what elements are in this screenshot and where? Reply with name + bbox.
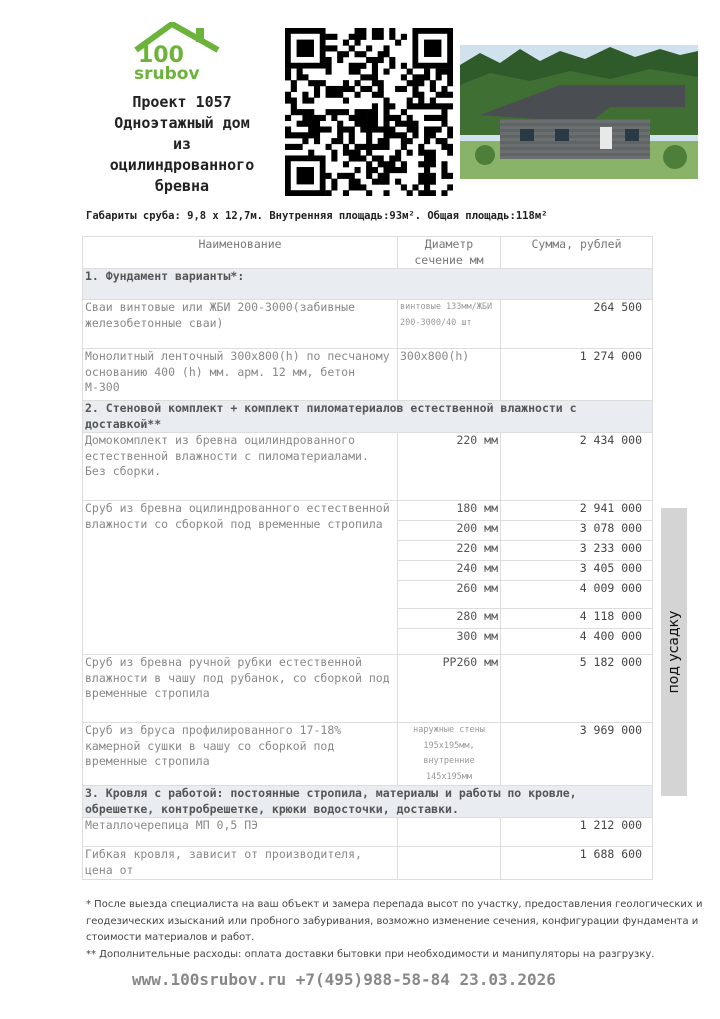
row-diameter: 240 мм [398, 561, 501, 581]
title-line: бревна [154, 177, 210, 195]
title-line: оцилиндрованного [109, 156, 255, 174]
row-sum: 3 405 000 [501, 561, 653, 581]
table-row [83, 433, 653, 501]
row-name: Сваи винтовые или ЖБИ 200-3000(забивные железобетонные сваи) [83, 300, 398, 349]
section-row [83, 786, 653, 818]
row-sum: 2 434 000 [501, 433, 653, 501]
side-label-text: под усадку [666, 610, 682, 694]
row-sum: 264 500 [501, 300, 653, 349]
section-row [83, 269, 653, 300]
row-sum: 2 941 000 [501, 501, 653, 521]
row-diameter: винтовые 133мм/ЖБИ 200-3000/40 шт [398, 300, 501, 349]
row-diameter: наружные стены 195х195мм, внутренние 145х195мм [398, 723, 501, 786]
table-row [83, 723, 653, 786]
row-diameter: 260 мм [398, 581, 501, 609]
table-row [83, 349, 653, 401]
section-row [83, 401, 653, 433]
footnote-2: ** Дополнительные расходы: оплата доставки бытовки при необходимости и манипуляторы на разгрузку. [86, 949, 655, 960]
section-foundation: 1. Фундамент варианты*: [83, 269, 653, 300]
dimensions-text: Габариты сруба: 9,8 х 12,7м. Внутренняя площадь:93м². Общая площадь:118м² [86, 210, 548, 222]
title-line: из [172, 135, 192, 153]
row-diameter: 180 мм [398, 501, 501, 521]
row-diameter: РР260 мм [398, 655, 501, 723]
row-name: Монолитный ленточный 300х800(h) по песчаному основанию 400 (h) мм. арм. 12 мм, бетон М-300 [83, 349, 398, 401]
header-sum: Сумма, рублей [501, 237, 653, 269]
row-sum: 1 212 000 [501, 818, 653, 847]
row-diameter: 220 мм [398, 541, 501, 561]
row-diameter [398, 847, 501, 880]
row-sum: 4 118 000 [501, 609, 653, 629]
row-name: Сруб из бруса профилированного 17-18% камерной сушки в чашу со сборкой под временные стропила [83, 723, 398, 786]
title-line: Одноэтажный дом [114, 114, 250, 132]
row-diameter: 200 мм [398, 521, 501, 541]
row-sum: 5 182 000 [501, 655, 653, 723]
row-sum: 3 078 000 [501, 521, 653, 541]
table-header-row [83, 237, 653, 269]
row-sum: 3 233 000 [501, 541, 653, 561]
row-diameter: 220 мм [398, 433, 501, 501]
header-diameter: Диаметр сечение мм [398, 237, 501, 269]
company-logo [130, 22, 226, 82]
shrinkage-side-label [661, 508, 687, 796]
qr-code-icon [285, 28, 453, 196]
title-line: Проект 1057 [132, 93, 232, 111]
table-row [83, 847, 653, 880]
row-name: Домокомплект из бревна оцилиндрованного естественной влажности с пиломатериалами. Без сборки. [83, 433, 398, 501]
table-row [83, 501, 653, 521]
logo-number: 100 [138, 43, 184, 68]
row-sum: 1 274 000 [501, 349, 653, 401]
section-roof: 3. Кровля с работой: постоянные стропила, материалы и работы по кровле, обрешетке, контробрешетке, крюки водосточки, доставки. [83, 786, 653, 818]
row-diameter: 300х800(h) [398, 349, 501, 401]
header-name: Наименование [83, 237, 398, 269]
section-walls: 2. Стеновой комплект + комплект пиломатериалов естественной влажности с доставкой** [83, 401, 653, 433]
row-name: Гибкая кровля, зависит от производителя, цена от [83, 847, 398, 880]
logo-brand: srubov [134, 64, 200, 82]
price-table [82, 236, 653, 880]
row-diameter: 280 мм [398, 609, 501, 629]
house-photo-icon [460, 45, 698, 179]
table-row [83, 818, 653, 847]
project-title [82, 92, 282, 197]
row-sum: 3 969 000 [501, 723, 653, 786]
row-sum: 1 688 600 [501, 847, 653, 880]
row-name: Сруб из бревна оцилиндрованного естественной влажности со сборкой под временные стропила [83, 501, 398, 655]
row-sum: 4 400 000 [501, 629, 653, 655]
contact-footer: www.100srubov.ru +7(495)988-58-84 23.03.2026 [132, 970, 556, 989]
row-name: Металлочерепица МП 0,5 ПЭ [83, 818, 398, 847]
row-sum: 4 009 000 [501, 581, 653, 609]
row-name: Сруб из бревна ручной рубки естественной влажности в чашу под рубанок, со сборкой под временные стропила [83, 655, 398, 723]
footnote-1: * После выезда специалиста на ваш объект и замера перепада высот по участку, предоставления геологических и геодезических изысканий или пробного забуривания, возможно изменение сечения, конфигурации фундамента и стоимости материалов и работ. [86, 899, 703, 943]
table-row [83, 300, 653, 349]
row-diameter: 300 мм [398, 629, 501, 655]
table-row [83, 655, 653, 723]
row-diameter [398, 818, 501, 847]
